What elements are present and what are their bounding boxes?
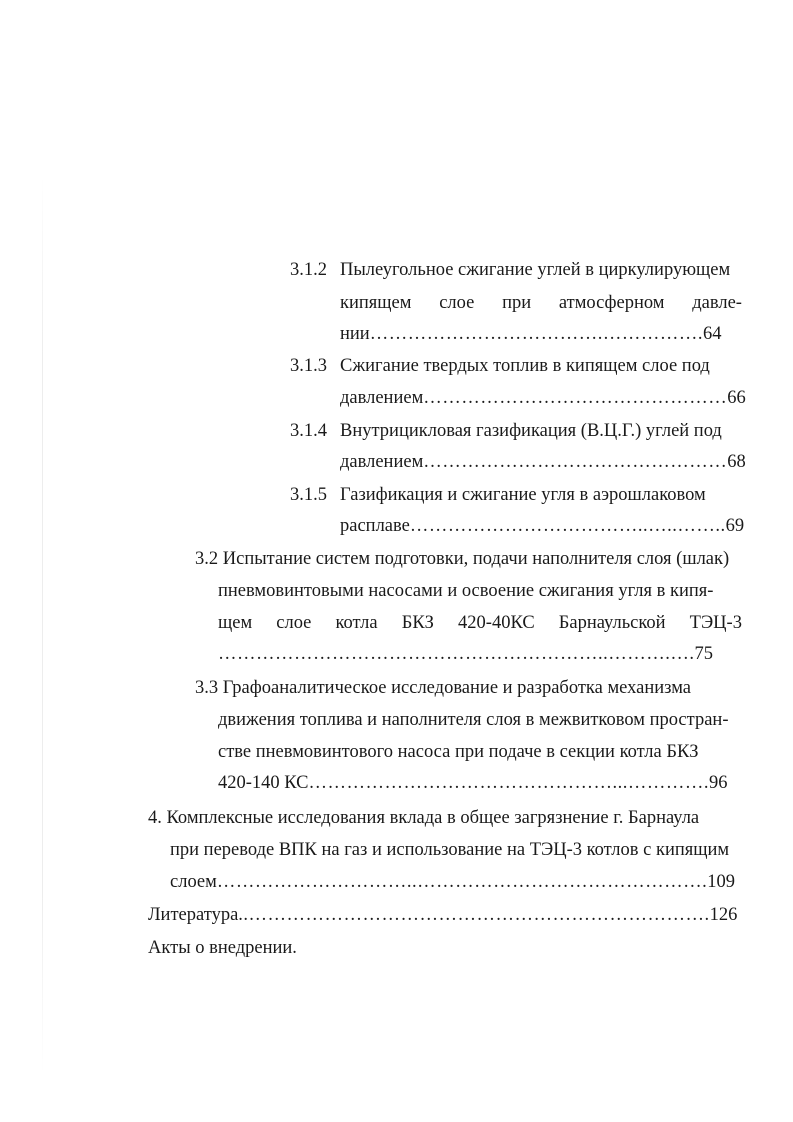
- toc-word: слое: [276, 613, 312, 633]
- toc-word: 420-40КС: [458, 613, 535, 633]
- toc-3-3-title-cont2: стве пневмовинтового насоса при подаче в секции котла БКЗ: [218, 742, 699, 762]
- toc-3-1-3-line1: [290, 355, 742, 377]
- toc-literature-page: 126: [709, 905, 738, 925]
- toc-3-2-page: 75: [694, 644, 713, 664]
- scan-edge-shadow: [42, 175, 43, 1075]
- toc-3-1-4-title-end: давлением: [340, 452, 424, 472]
- toc-3-3-line3: [218, 741, 699, 763]
- toc-3-3-leader: …………………………………………...………….: [308, 773, 710, 793]
- toc-3-1-4-leader: …………………………………………: [423, 452, 728, 472]
- toc-4-title-cont: при переводе ВПК на газ и использование на ТЭЦ-3 котлов с кипящим: [170, 840, 730, 860]
- toc-3-1-3-title-end: давлением: [340, 388, 424, 408]
- toc-word: щем: [218, 613, 253, 633]
- toc-3-1-3-number: 3.1.3: [290, 356, 327, 376]
- toc-4-title: 4. Комплексные исследования вклада в общее загрязнение г. Барнаула: [148, 808, 700, 828]
- toc-3-1-5-number: 3.1.5: [290, 485, 327, 505]
- toc-3-3-line2: [218, 709, 728, 731]
- toc-3-1-4-line1: [290, 420, 742, 442]
- toc-3-1-2-line1: [290, 259, 742, 281]
- toc-3-1-4-number: 3.1.4: [290, 421, 327, 441]
- toc-3-1-5-line2: [340, 515, 744, 537]
- toc-3-2-line1: [195, 548, 729, 570]
- toc-3-1-3-line2: [340, 387, 746, 409]
- toc-3-2-title: 3.2 Испытание систем подготовки, подачи наполнителя слоя (шлак): [195, 549, 730, 569]
- toc-3-2-title-cont: пневмовинтовыми насосами и освоение сжигания угля в кипя-: [218, 581, 714, 601]
- toc-4-leader: …………………………..……………………………………….: [216, 872, 708, 892]
- toc-3-1-3-title: Сжигание твердых топлив в кипящем слое под: [340, 356, 710, 376]
- toc-literature-title: Литература: [148, 905, 239, 925]
- toc-3-3-line1: [195, 677, 691, 699]
- toc-literature-leader: ..……………………………………………………………….: [238, 905, 710, 925]
- toc-word: ТЭЦ-3: [689, 613, 742, 633]
- toc-3-2-line4: [218, 643, 713, 665]
- toc-acts-title: Акты о внедрении.: [148, 938, 297, 958]
- toc-word: кипящем: [340, 293, 412, 313]
- toc-3-2-line2: [218, 580, 713, 602]
- toc-3-1-4-page: 68: [727, 452, 746, 472]
- toc-acts: [148, 937, 297, 959]
- toc-3-1-2-line2: [340, 292, 742, 314]
- toc-3-3-title-end: 420-140 КС: [218, 773, 309, 793]
- toc-word: БКЗ: [401, 613, 434, 633]
- toc-3-1-2-leader: ……………………………….…………….: [369, 324, 703, 344]
- toc-3-1-4-title: Внутрицикловая газификация (В.Ц.Г.) углей под: [340, 421, 722, 441]
- toc-3-2-leader: ……………………………………………………..……….….: [218, 644, 695, 664]
- toc-3-1-5-title-end: расплаве: [340, 516, 410, 536]
- toc-3-1-5-line1: [290, 484, 742, 506]
- toc-word: слое: [439, 293, 475, 313]
- toc-word: Барнаульской: [558, 613, 666, 633]
- toc-3-1-3-page: 66: [727, 388, 746, 408]
- toc-4-line1: [148, 807, 699, 829]
- toc-word: при: [502, 293, 532, 313]
- toc-3-1-5-title: Газификация и сжигание угля в аэрошлаковом: [340, 485, 706, 505]
- toc-3-1-4-line2: [340, 451, 746, 473]
- toc-word: атмосферном: [558, 293, 665, 313]
- toc-4-line2: [170, 839, 729, 861]
- toc-3-1-2-page: 64: [702, 324, 722, 344]
- toc-4-title-end: слоем: [170, 872, 217, 892]
- toc-3-1-2-title-end: нии: [340, 324, 370, 344]
- toc-3-3-title-cont: движения топлива и наполнителя слоя в межвитковом простран-: [218, 710, 729, 730]
- toc-4-page: 109: [707, 872, 735, 892]
- toc-4-line3: [170, 871, 735, 893]
- toc-3-3-page: 96: [709, 773, 728, 793]
- toc-word: давле-: [692, 293, 742, 313]
- toc-3-1-3-leader: …………………………………………: [423, 388, 728, 408]
- toc-3-3-title: 3.3 Графоаналитическое исследование и разработка механизма: [195, 678, 691, 698]
- toc-3-1-2-number: 3.1.2: [290, 260, 327, 280]
- toc-3-1-5-page: 69: [725, 516, 745, 536]
- toc-3-3-line4: [218, 772, 728, 794]
- toc-3-1-5-leader: ………………………………..…..……..: [409, 516, 726, 536]
- toc-3-1-2-title: Пылеугольное сжигание углей в циркулирующем: [340, 260, 731, 280]
- toc-word: котла: [335, 613, 378, 633]
- toc-literature: [148, 904, 737, 926]
- toc-3-1-2-line3: [340, 323, 721, 345]
- toc-3-2-line3: [218, 612, 742, 634]
